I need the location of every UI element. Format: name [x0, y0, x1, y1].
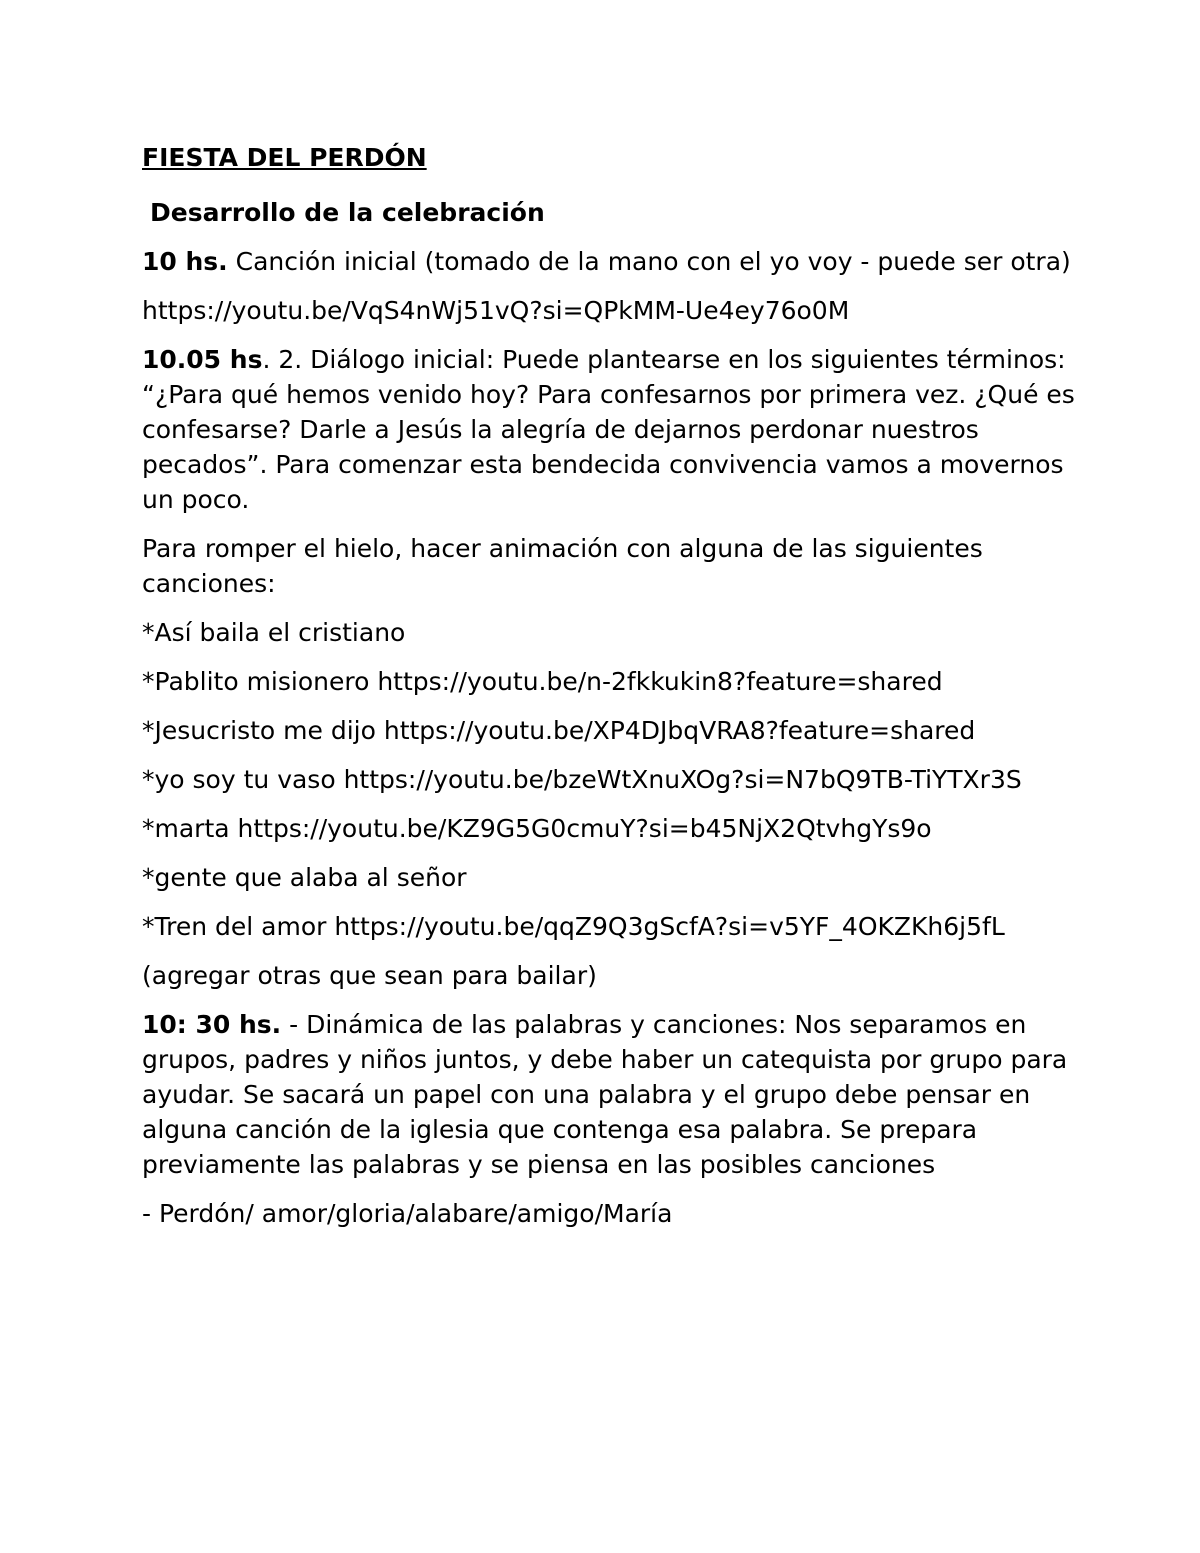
song-item: *Jesucristo me dijo https://youtu.be/XP4DJbqVRA8?feature=shared [142, 716, 976, 745]
song-item: *Pablito misionero https://youtu.be/n-2fkkukin8?feature=shared [142, 667, 943, 696]
section-initial-dialogue-time: 10.05 hs [142, 345, 263, 374]
section-initial-song-time: 10 hs. [142, 247, 228, 276]
song-item: *Tren del amor https://youtu.be/qqZ9Q3gScfA?si=v5YF_4OKZKh6j5fL [142, 912, 1005, 941]
section-initial-song-text: Canción inicial (tomado de la mano con el yo voy - puede ser otra) [227, 247, 1071, 276]
song-item: *yo soy tu vaso https://youtu.be/bzeWtXnuXOg?si=N7bQ9TB-TiYTXr3S [142, 765, 1022, 794]
song-item: *Así baila el cristiano [142, 618, 406, 647]
document-page [142, 140, 1082, 1245]
section-initial-dialogue-text: . 2. Diálogo inicial: Puede plantearse en los siguientes términos: “¿Para qué hemos venido hoy? Para confesarnos por primera vez. ¿Qué es confesarse? Darle a Jesús la alegría de dejarnos perdonar nuestros pecados”. Para comenzar esta bendecida convivencia vamos a movernos un poco. [142, 345, 1075, 514]
section-word-dynamic-text: - Dinámica de las palabras y canciones: Nos separamos en grupos, padres y niños juntos, y debe haber un catequista por grupo para ayudar. Se sacará un papel con una palabra y el grupo debe pensar en alguna canción de la iglesia que contenga esa palabra. Se prepara previamente las palabras y se piensa en las posibles canciones [142, 1010, 1068, 1179]
document-title: FIESTA DEL PERDÓN [142, 143, 427, 172]
icebreaker-paragraph: Para romper el hielo, hacer animación con alguna de las siguientes canciones: [142, 534, 983, 598]
word-list: - Perdón/ amor/gloria/alabare/amigo/María [142, 1199, 673, 1228]
document-subtitle: Desarrollo de la celebración [150, 198, 545, 227]
initial-song-link: https://youtu.be/VqS4nWj51vQ?si=QPkMM-Ue4ey76o0M [142, 296, 850, 325]
section-word-dynamic [142, 1007, 1082, 1182]
section-initial-song [142, 244, 1082, 279]
song-item: *gente que alaba al señor [142, 863, 467, 892]
song-item: *marta https://youtu.be/KZ9G5G0cmuY?si=b45NjX2QtvhgYs9o [142, 814, 932, 843]
section-word-dynamic-time: 10: 30 hs. [142, 1010, 282, 1039]
songs-note: (agregar otras que sean para bailar) [142, 961, 597, 990]
section-initial-dialogue [142, 342, 1082, 517]
